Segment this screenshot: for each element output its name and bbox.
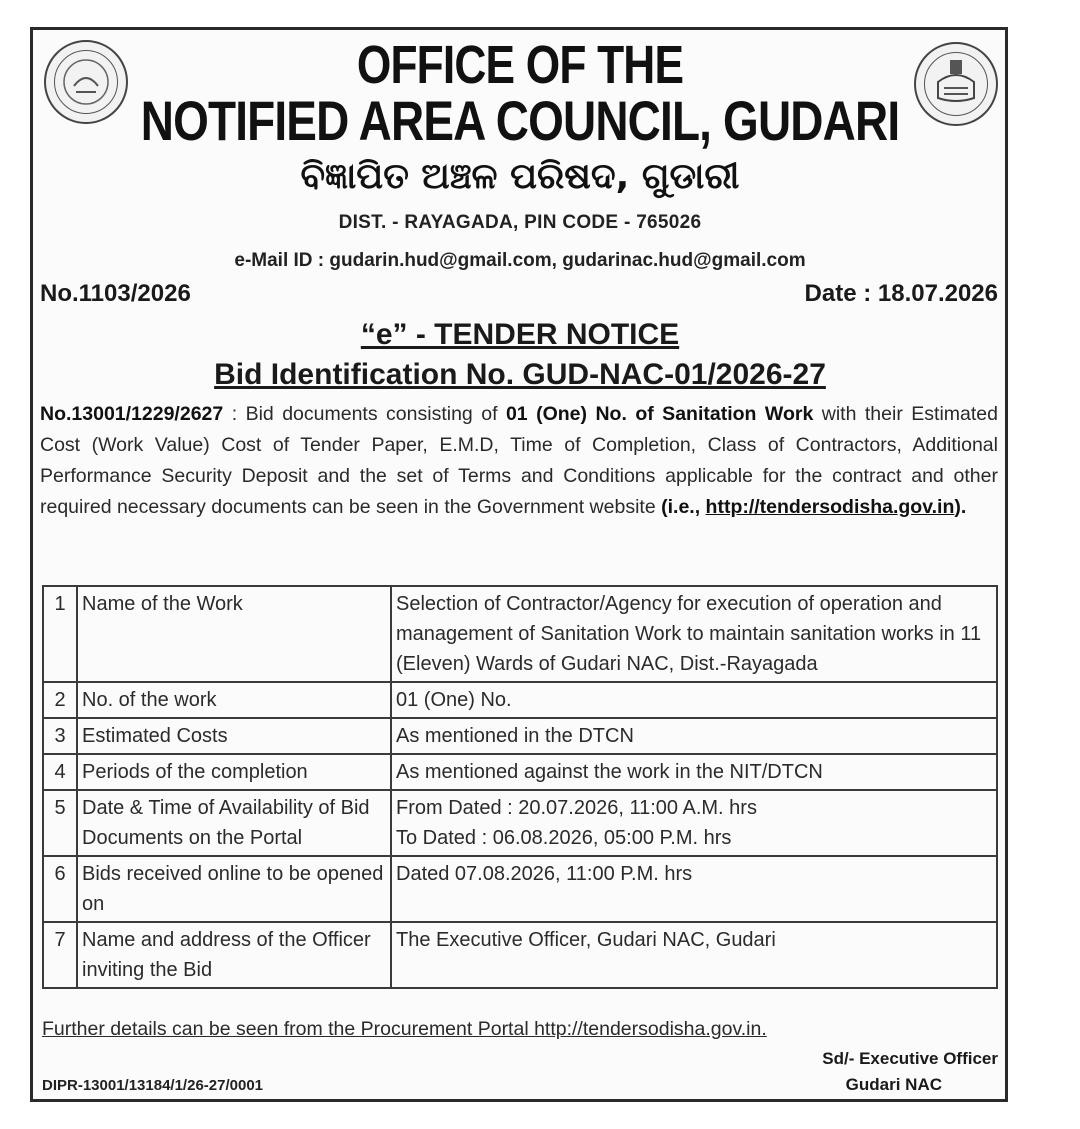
notice-date: Date : 18.07.2026 [804,280,998,307]
signature-line1: Sd/- Executive Officer [822,1049,998,1068]
tender-website-link[interactable]: http://tendersodisha.gov.in [705,496,955,518]
office-email: e-Mail ID : gudarin.hud@gmail.com, gudarinac.hud@gmail.com [234,250,806,271]
table-row: 3 Estimated Costs As mentioned in the DTCN [43,718,997,754]
notice-paragraph: No.13001/1229/2627 : Bid documents consisting of 01 (One) No. of Sanitation Work with their Estimated Cost (Work Value) Cost of Tender Paper, E.M.D, Time of Completion, Class of Contractors, Additional Performance Security Deposit and the set of Terms and Conditions applicable for the contract and other required necessary documents can be seen in the Government website (i.e., http://tendersodisha.gov.in). [40,403,998,518]
dipr-number: DIPR-13001/13184/1/26-27/0001 [42,1077,264,1094]
office-title-line1: OFFICE OF THE [356,35,684,95]
table-row: 6 Bids received online to be opened on Dated 07.08.2026, 11:00 P.M. hrs [43,856,997,922]
table-row: 2 No. of the work 01 (One) No. [43,682,997,718]
table-row: 7 Name and address of the Officer inviting the Bid The Executive Officer, Gudari NAC, Gudari [43,922,997,988]
table-row: 5 Date & Time of Availability of Bid Documents on the Portal From Dated : 20.07.2026, 11:00 A.M. hrs To Dated : 06.08.2026, 05:00 P.M. hrs [43,790,997,856]
tender-details-table [42,585,998,989]
office-title-line2: NOTIFIED AREA COUNCIL, GUDARI [140,89,900,152]
bid-identification: Bid Identification No. GUD-NAC-01/2026-27 [214,358,826,391]
office-title-odia: ବିଜ୍ଞାପିତ ଅଞ୍ଚଳ ପରିଷଦ, ଗୁଡାରୀ [300,156,740,197]
table-row: 4 Periods of the completion As mentioned against the work in the NIT/DTCN [43,754,997,790]
table-row: 1 Name of the Work Selection of Contractor/Agency for execution of operation and management of Sanitation Work to maintain sanitation works in 11 (Eleven) Wards of Gudari NAC, Dist.-Rayagada [43,586,997,682]
footer-note: Further details can be seen from the Procurement Portal http://tendersodisha.gov.in. [42,1018,767,1040]
office-address: DIST. - RAYAGADA, PIN CODE - 765026 [338,212,702,233]
para-reference: No.13001/1229/2627 [40,403,224,425]
notice-title: “e” - TENDER NOTICE [360,318,680,351]
reference-number: No.1103/2026 [40,280,191,307]
signature-line2: Gudari NAC [845,1075,942,1094]
